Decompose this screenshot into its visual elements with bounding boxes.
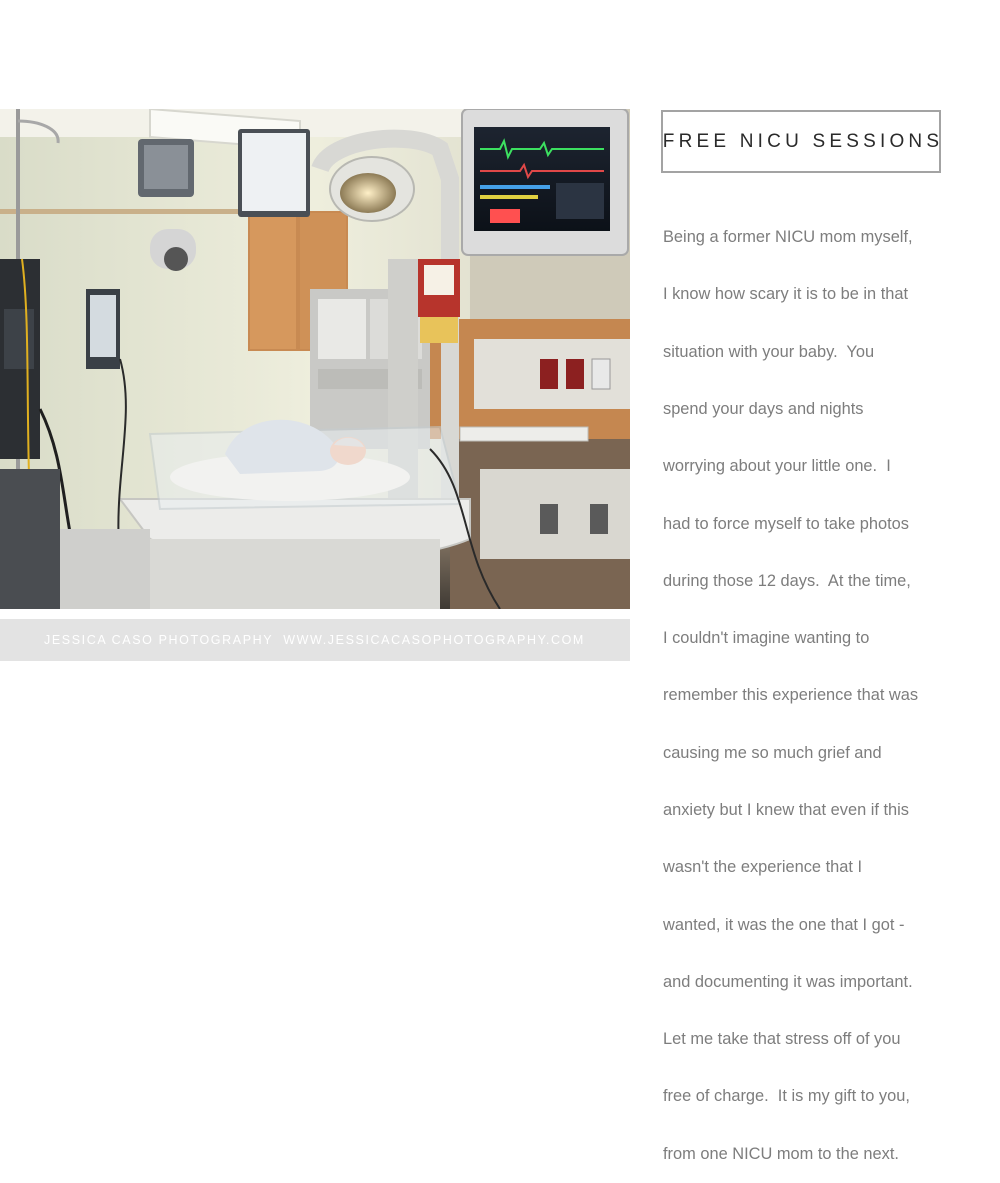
body-line: causing me so much grief and: [663, 743, 882, 762]
body-line: Let me take that stress off of you: [663, 1030, 901, 1049]
page-title: FREE NICU SESSIONS: [662, 130, 944, 152]
body-line: situation with your baby. You: [663, 342, 875, 361]
body-line: anxiety but I knew that even if this: [663, 801, 909, 819]
body-line: from one NICU mom to the next.: [663, 1144, 899, 1163]
body-line: wasn't the experience that I: [663, 858, 863, 877]
footer-credit: [44, 633, 585, 647]
title-box: [661, 110, 944, 173]
body-line: worrying about your little one. I: [663, 457, 891, 476]
body-line: spend your days and nights: [663, 400, 864, 419]
studio-name: JESSICA CASO PHOTOGRAPHY: [44, 633, 274, 647]
website-url: WWW.JESSICACASOPHOTOGRAPHY.COM: [283, 633, 585, 647]
body-line: during those 12 days. At the time,: [663, 571, 911, 590]
nicu-photo: [0, 109, 630, 609]
body-line: and documenting it was important.: [663, 972, 913, 991]
body-line: I know how scary it is to be in that: [663, 285, 909, 304]
body-line: free of charge. It is my gift to you,: [663, 1087, 910, 1106]
footer-bar: [0, 619, 630, 661]
body-line: had to force myself to take photos: [663, 514, 909, 533]
body-line: Being a former NICU mom myself,: [663, 228, 913, 247]
body-line: remember this experience that was: [663, 686, 919, 705]
body-paragraph: [663, 190, 963, 1183]
body-line: wanted, it was the one that I got -: [663, 915, 905, 934]
body-line: I couldn't imagine wanting to: [663, 629, 870, 648]
